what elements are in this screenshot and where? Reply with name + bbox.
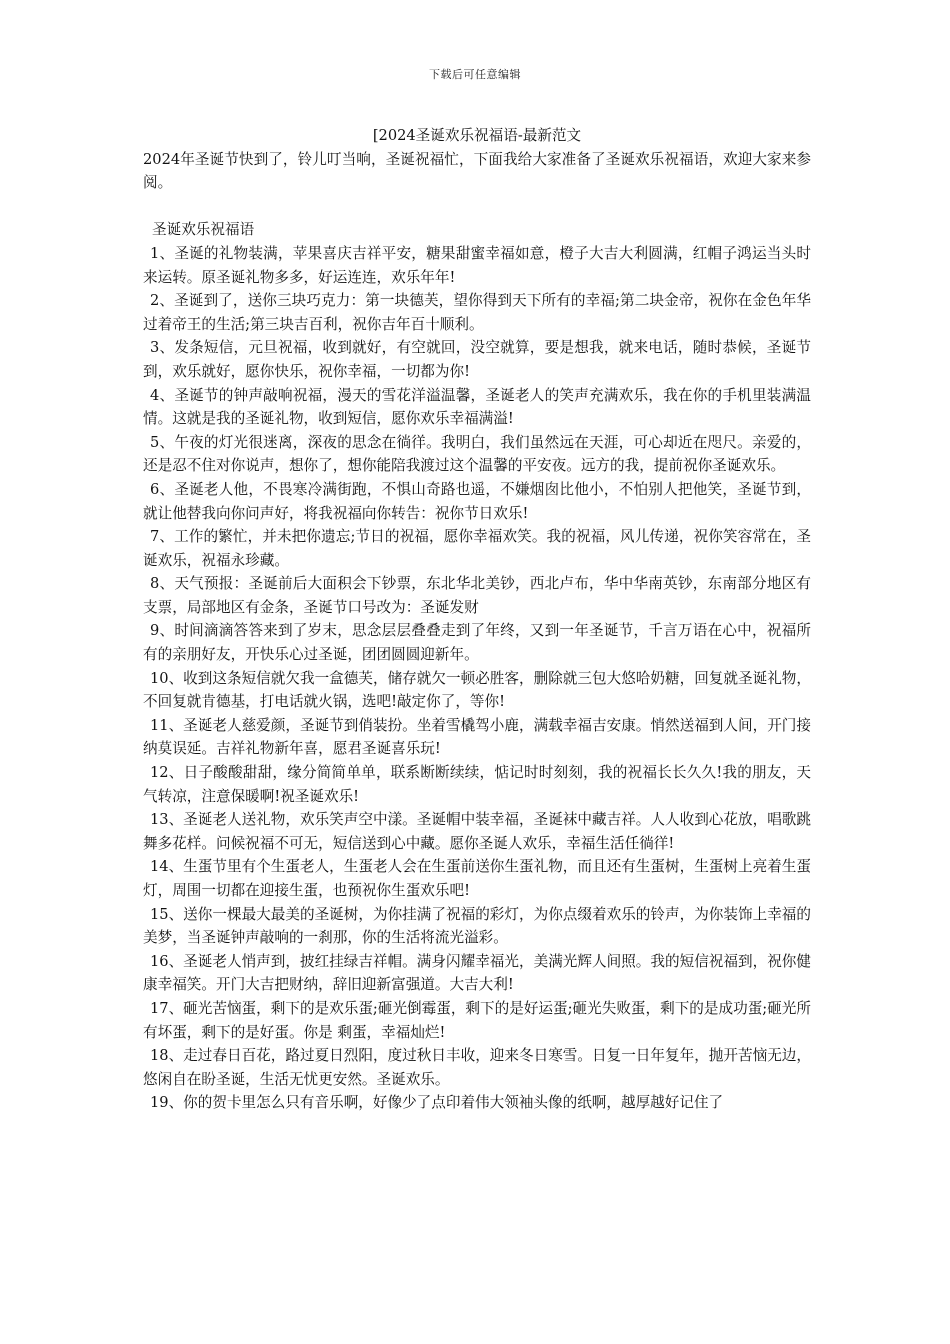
blessing-item: 12、日子酸酸甜甜，缘分简简单单，联系断断续续，惦记时时刻刻，我的祝福长长久久!我的朋友，天气转凉，注意保暖啊!祝圣诞欢乐! bbox=[143, 764, 811, 805]
blessing-item: 13、圣诞老人送礼物，欢乐笑声空中漾。圣诞帽中装幸福，圣诞袜中藏吉祥。人人收到心花放，唱歌跳舞多花样。问候祝福不可无，短信送到心中藏。愿你圣诞人欢乐，幸福生活任徜徉! bbox=[143, 811, 811, 852]
blessing-item: 14、生蛋节里有个生蛋老人，生蛋老人会在生蛋前送你生蛋礼物，而且还有生蛋树，生蛋树上亮着生蛋灯，周围一切都在迎接生蛋，也预祝你生蛋欢乐吧! bbox=[143, 858, 811, 899]
blessing-item: 9、时间滴滴答答来到了岁末，思念层层叠叠走到了年终，又到一年圣诞节，千言万语在心中，祝福所有的亲朋好友，开快乐心过圣诞，团团圆圆迎新年。 bbox=[143, 622, 811, 664]
blessing-list bbox=[143, 242, 811, 1115]
blessing-item: 11、圣诞老人慈爱颜，圣诞节到俏装扮。坐着雪橇驾小鹿，满载幸福吉安康。悄然送福到人间，开门接纳莫误延。吉祥礼物新年喜，愿君圣诞喜乐玩! bbox=[143, 716, 811, 758]
blessing-item: 7、工作的繁忙，并未把你遗忘;节日的祝福，愿你幸福欢笑。我的祝福，风儿传递，祝你笑容常在，圣诞欢乐，祝福永珍藏。 bbox=[143, 528, 811, 569]
blessing-item: 5、午夜的灯光很迷离，深夜的思念在徜徉。我明白，我们虽然远在天涯，可心却近在咫尺。亲爱的，还是忍不住对你说声，想你了，想你能陪我渡过这个温馨的平安夜。远方的我，提前祝你圣诞欢乐。 bbox=[143, 433, 811, 475]
section-heading: 圣诞欢乐祝福语 bbox=[152, 221, 255, 239]
document-body bbox=[143, 124, 811, 1115]
blessing-item: 4、圣诞节的钟声敲响祝福，漫天的雪花洋溢温馨，圣诞老人的笑声充满欢乐，我在你的手机里装满温情。这就是我的圣诞礼物，收到短信，愿你欢乐幸福满溢! bbox=[143, 386, 811, 428]
intro-paragraph: 2024年圣诞节快到了，铃儿叮当响，圣诞祝福忙，下面我给大家准备了圣诞欢乐祝福语，欢迎大家来参阅。 bbox=[143, 150, 811, 192]
blessing-item: 10、收到这条短信就欠我一盒德芙，储存就欠一顿必胜客，删除就三包大悠哈奶糖，回复就圣诞礼物，不回复就肯德基，打电话就火锅，选吧!敲定你了，等你! bbox=[143, 669, 811, 711]
document-title: [2024圣诞欢乐祝福语-最新范文 bbox=[372, 127, 582, 144]
header-note: 下载后可任意编辑 bbox=[429, 68, 521, 81]
blessing-item: 8、天气预报：圣诞前后大面积会下钞票，东北华北美钞，西北卢布，华中华南英钞，东南部分地区有支票，局部地区有金条，圣诞节口号改为：圣诞发财 bbox=[143, 575, 811, 616]
blessing-item: 1、圣诞的礼物装满，苹果喜庆吉祥平安，糖果甜蜜幸福如意，橙子大吉大利圆满，红帽子鸿运当头时来运转。原圣诞礼物多多，好运连连，欢乐年年! bbox=[143, 244, 811, 286]
blessing-item: 18、走过春日百花，路过夏日烈阳，度过秋日丰收，迎来冬日寒雪。日复一日年复年，抛开苦恼无边，悠闲自在盼圣诞，生活无忧更安然。圣诞欢乐。 bbox=[143, 1047, 811, 1088]
blessing-item: 2、圣诞到了，送你三块巧克力：第一块德芙，望你得到天下所有的幸福;第二块金帝，祝你在金色年华过着帝王的生活;第三块吉百利，祝你吉年百十顺利。 bbox=[143, 292, 811, 333]
blessing-item: 19、你的贺卡里怎么只有音乐啊，好像少了点印着伟大领袖头像的纸啊，越厚越好记住了 bbox=[150, 1094, 724, 1112]
blank-line bbox=[143, 195, 811, 219]
blessing-item: 3、发条短信，元旦祝福，收到就好，有空就回，没空就算，要是想我，就来电话，随时恭候，圣诞节到，欢乐就好，愿你快乐，祝你幸福，一切都为你! bbox=[143, 339, 811, 380]
blessing-item: 17、砸光苦恼蛋，剩下的是欢乐蛋;砸光倒霉蛋，剩下的是好运蛋;砸光失败蛋，剩下的是成功蛋;砸光所有坏蛋，剩下的是好蛋。你是 剩蛋，幸福灿烂! bbox=[143, 999, 811, 1041]
blessing-item: 15、送你一棵最大最美的圣诞树，为你挂满了祝福的彩灯，为你点缀着欢乐的铃声，为你装饰上幸福的美梦，当圣诞钟声敲响的一刹那，你的生活将流光溢彩。 bbox=[143, 905, 811, 947]
blessing-item: 6、圣诞老人他，不畏寒冷满街跑，不惧山奇路也遥，不嫌烟囱比他小，不怕别人把他笑，圣诞节到，就让他替我向你问声好，将我祝福向你转告：祝你节日欢乐! bbox=[143, 480, 811, 522]
blessing-item: 16、圣诞老人悄声到，披红挂绿吉祥帽。满身闪耀幸福光，美满光辉人间照。我的短信祝福到，祝你健康幸福笑。开门大吉把财纳，辞旧迎新富强道。大吉大利! bbox=[143, 952, 811, 994]
